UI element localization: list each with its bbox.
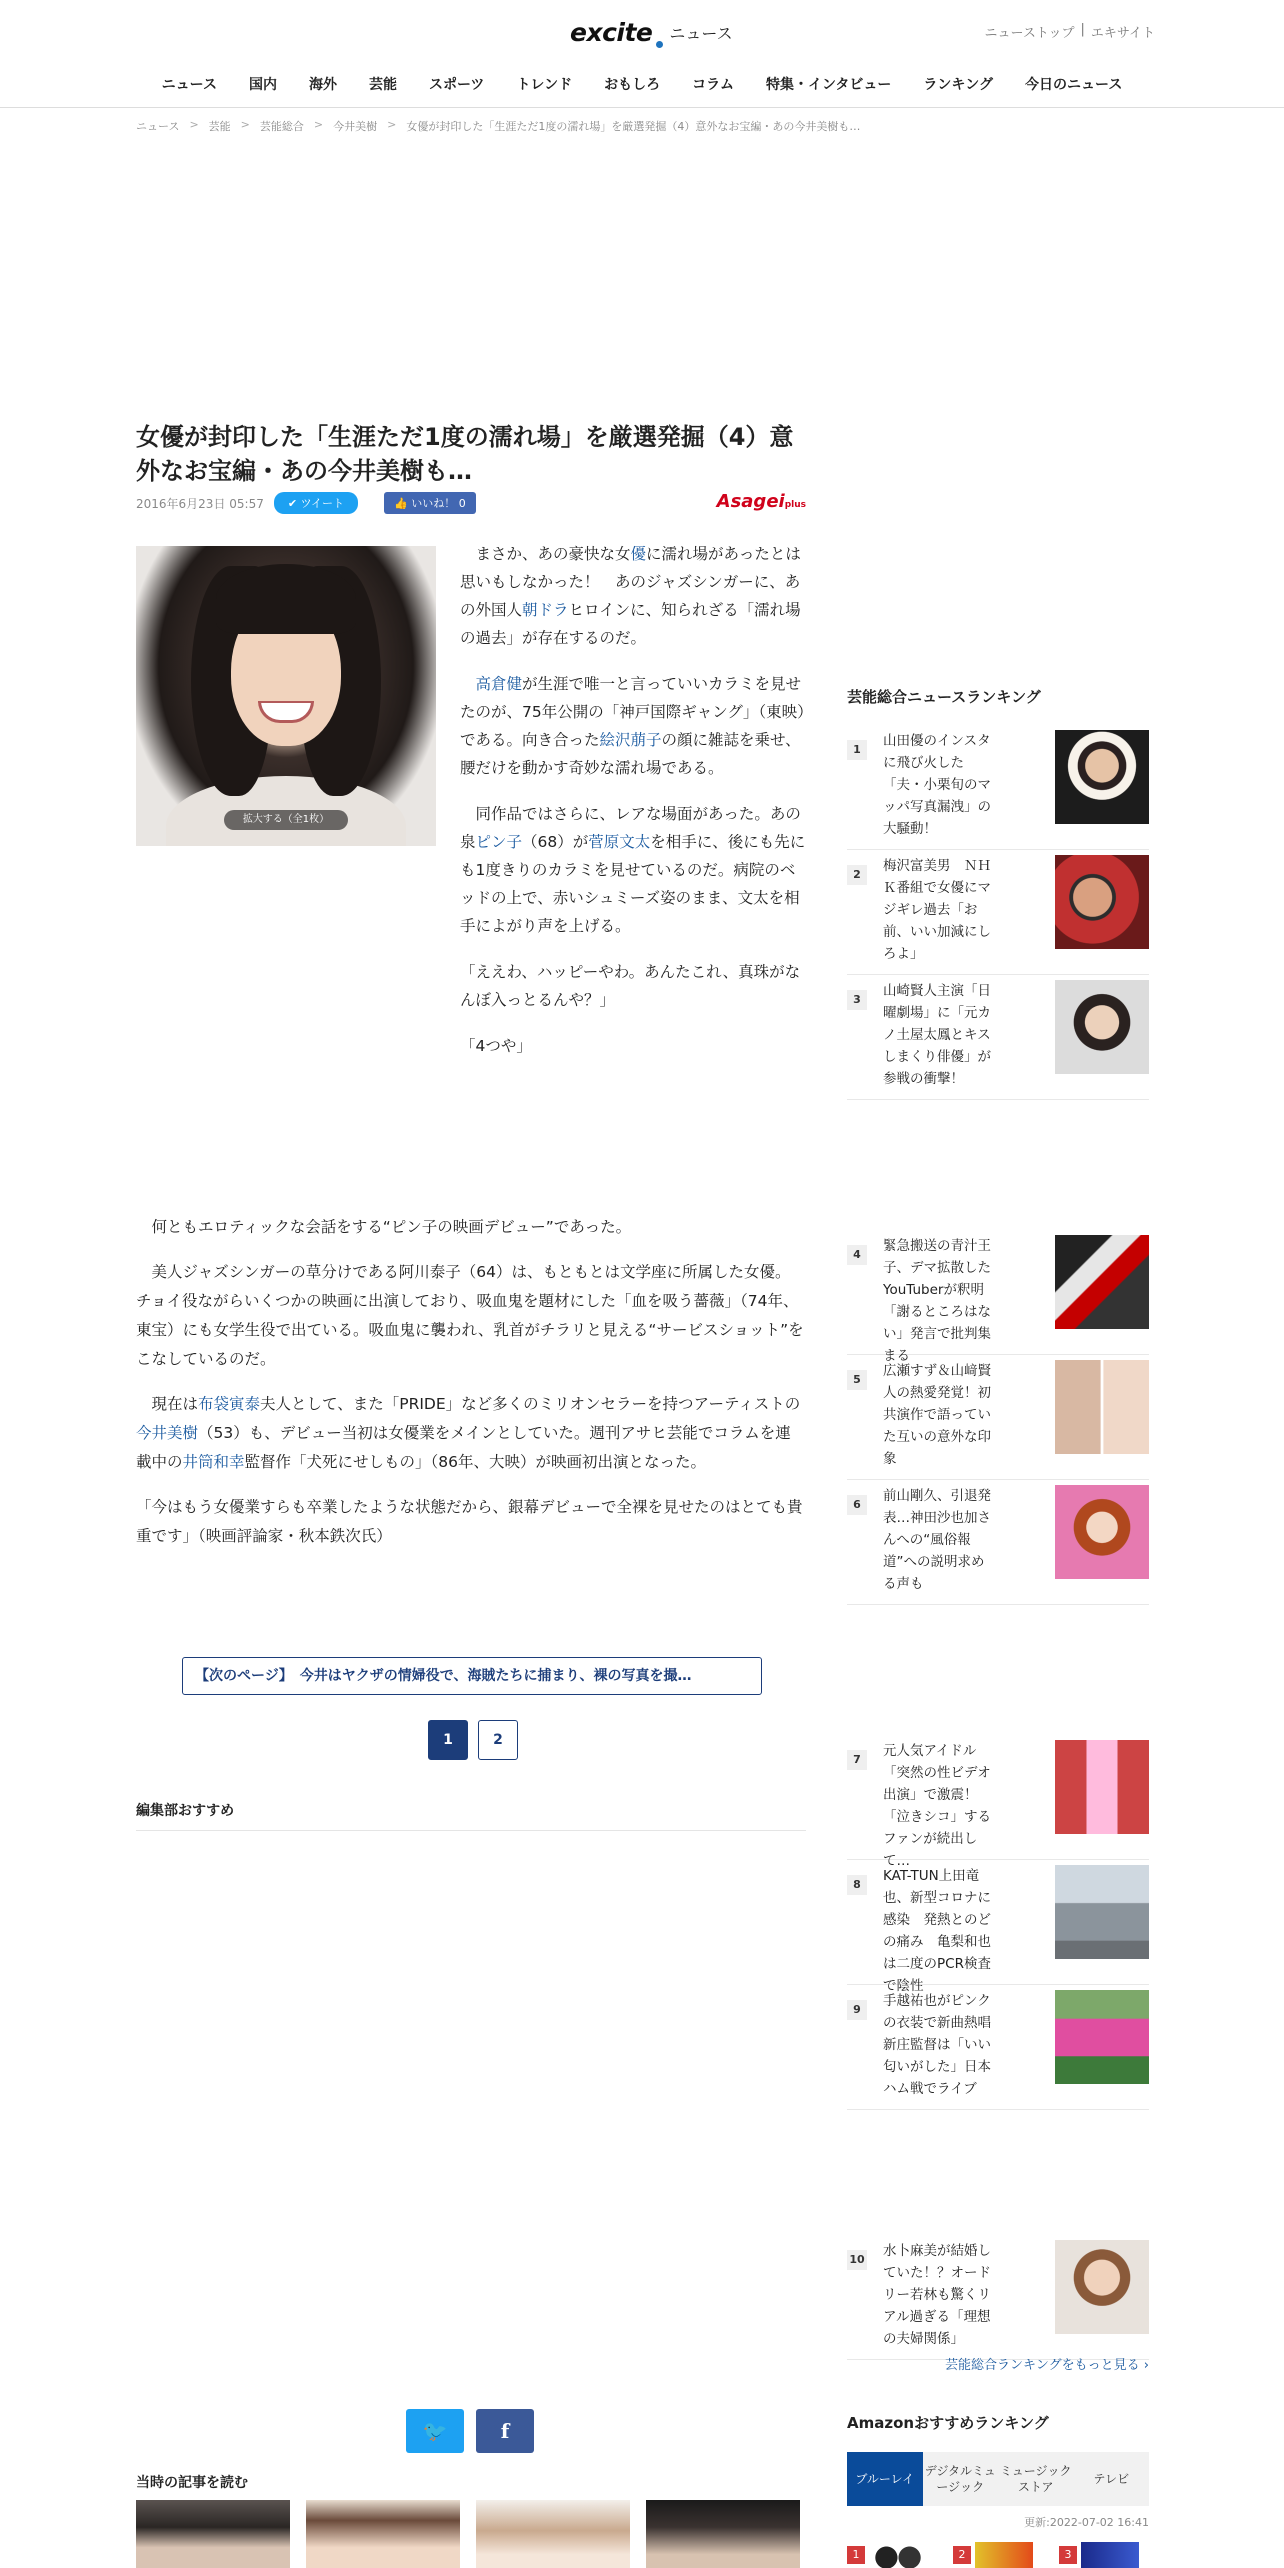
ranking-item[interactable] — [847, 2240, 1149, 2360]
past-article-thumb[interactable] — [646, 2500, 800, 2568]
page-1-button[interactable]: 1 — [428, 1720, 468, 1760]
keyword-link[interactable]: 布袋寅泰 — [198, 1395, 261, 1413]
keyword-link[interactable]: ピン子 — [475, 833, 523, 851]
photo-enlarge-label[interactable]: 拡大する（全1枚） — [224, 810, 348, 830]
excite-news-logo[interactable] — [570, 12, 733, 52]
nav-features-interview[interactable]: 特集・インタビュー — [765, 77, 892, 93]
rank-title[interactable]: 緊急搬送の青汁王子、デマ拡散したYouTuberが釈明「謝るところはない」発言で批判集まる — [883, 1238, 991, 1364]
tab-bluray[interactable]: ブルーレイ — [847, 2452, 923, 2506]
article-date: 2016年6月23日 05:57 — [136, 496, 264, 511]
past-article-thumb[interactable] — [136, 2500, 290, 2568]
text: が生涯で唯一と言っていいカラミを見せたのが、75年公開の「神戸国際ギャング」（東映）である。向き合った — [460, 675, 805, 749]
article-paragraph — [136, 1390, 806, 1477]
news-top-link[interactable]: ニューストップ — [984, 26, 1075, 41]
amazon-items — [847, 2542, 1143, 2568]
text: の顔に雑誌を乗せ、腰だけを動かす奇妙な濡れ場である。 — [460, 731, 801, 777]
text: （53）も、デビュー当初は女優業をメインとしていた。週刊アサヒ芸能でコラムを連載中の — [136, 1424, 791, 1471]
breadcrumb-imai-miki[interactable]: 今井美樹 — [333, 120, 378, 133]
breadcrumb-news[interactable]: ニュース — [136, 120, 180, 133]
thumbs-up-icon: 👍 — [394, 497, 412, 510]
asagei-plus-logo[interactable] — [717, 491, 806, 512]
rank-number: 9 — [847, 2000, 867, 2020]
facebook-like-button[interactable] — [384, 492, 476, 514]
text: に濡れ場があったとは思いもしなかった！ あのジャズシンガーに、あの外国人 — [460, 545, 801, 619]
ranking-item[interactable] — [847, 1360, 1149, 1480]
article-quote: 「今はもう女優業すらも卒業したような状態だから、銀幕デビューで全裸を見せたのはとても貴重です」（映画評論家・秋本鉄次氏） — [136, 1498, 803, 1545]
amazon-item[interactable] — [953, 2542, 1037, 2568]
rank-thumbnail[interactable] — [1055, 2240, 1149, 2334]
page-2-button[interactable]: 2 — [478, 1720, 518, 1760]
logo-news-text: ニュース — [669, 23, 733, 43]
keyword-link[interactable]: 朝ドラ — [522, 601, 569, 619]
rank-number: 5 — [847, 1370, 867, 1390]
rank-title[interactable]: 山崎賢人主演「日曜劇場」に「元カノ土屋太鳳とキスしまくり俳優」が参戦の衝撃！ — [883, 983, 991, 1087]
rank-thumbnail[interactable] — [1055, 1740, 1149, 1834]
site-header — [0, 0, 1284, 108]
text: ヒロインに、知られざる「濡れ場の過去」が存在するのだ。 — [460, 601, 801, 647]
keyword-link[interactable]: 絵沢萠子 — [599, 731, 662, 749]
editor-recommend-heading: 編集部おすすめ — [136, 1800, 806, 1831]
rank-thumbnail[interactable] — [1055, 855, 1149, 949]
article-quote: 「4つや」 — [460, 1037, 532, 1055]
past-articles-heading: 当時の記事を読む — [136, 2475, 248, 2491]
rank-thumbnail[interactable] — [1055, 1485, 1149, 1579]
logo-dot-icon — [656, 41, 663, 48]
chevron-right-icon: › — [1139, 2358, 1149, 2373]
rank-number: 4 — [847, 1245, 867, 1265]
twitter-share-button[interactable] — [406, 2409, 464, 2453]
text: 現在は — [151, 1395, 199, 1413]
twitter-bird-icon: ✔︎ — [287, 497, 301, 510]
tab-digital-music[interactable]: デジタルミュージック — [924, 2464, 996, 2494]
tweet-button[interactable] — [274, 492, 358, 514]
share-buttons — [406, 2409, 534, 2453]
amazon-tabs — [847, 2452, 1149, 2506]
ranking-more-label: 芸能総合ランキングをもっと見る — [945, 2358, 1140, 2373]
rank-title[interactable]: 前山剛久、引退発表…神田沙也加さんへの“風俗報道”への説明求める声も — [883, 1488, 991, 1592]
rank-thumbnail[interactable] — [1055, 1990, 1149, 2084]
article-paragraph: 何ともエロティックな会話をする“ピン子の映画デビュー”であった。 — [151, 1218, 632, 1236]
nav-ranking[interactable]: ランキング — [923, 77, 994, 93]
amazon-rank: 3 — [1059, 2546, 1077, 2564]
nav-todays-news[interactable]: 今日のニュース — [1025, 77, 1123, 93]
text: 同作品ではさらに、レアな場面があった。あの泉 — [460, 805, 801, 851]
rank-number: 10 — [847, 2250, 867, 2270]
nav-trend[interactable]: トレンド — [516, 77, 573, 93]
text: まさか、あの豪快な女 — [475, 545, 631, 563]
facebook-share-button[interactable] — [476, 2409, 534, 2453]
past-articles — [136, 2500, 800, 2568]
nav-entertainment[interactable]: 芸能 — [368, 77, 397, 93]
text: 夫人として、また「PRIDE」など多くのミリオンセラーを持つアーティストの — [260, 1395, 801, 1413]
tab-music-store[interactable]: ミュージックストア — [999, 2464, 1072, 2494]
nav-domestic[interactable]: 国内 — [248, 77, 277, 93]
rank-number: 8 — [847, 1875, 867, 1895]
breadcrumb-separator: > — [313, 118, 324, 131]
breadcrumb-separator: > — [387, 118, 397, 131]
rank-thumbnail[interactable] — [1055, 1865, 1149, 1959]
rank-number: 1 — [847, 740, 867, 760]
keyword-link[interactable]: 井筒和幸 — [182, 1453, 245, 1471]
like-label: いいね！ 0 — [411, 497, 466, 510]
rank-title[interactable]: 山田優のインスタに飛び火した「夫・小栗旬のマッパ写真漏洩」の大騒動！ — [883, 733, 991, 837]
amazon-item[interactable] — [847, 2542, 931, 2568]
rank-thumbnail[interactable] — [1055, 980, 1149, 1074]
excite-site-link[interactable]: エキサイト — [1090, 26, 1155, 41]
breadcrumb-current: 女優が封印した「生涯ただ1度の濡れ場」を厳選発掘（4）意外なお宝編・あの今井美樹も… — [406, 120, 861, 133]
photo-hair-top — [216, 564, 356, 634]
keyword-link[interactable]: 今井美樹 — [136, 1424, 199, 1442]
breadcrumb — [136, 118, 860, 134]
breadcrumb-entertainment[interactable]: 芸能 — [208, 120, 231, 133]
nav-column[interactable]: コラム — [692, 77, 734, 93]
article-body — [136, 1213, 806, 1567]
amazon-item-image[interactable] — [869, 2542, 927, 2568]
tab-tv[interactable]: テレビ — [1093, 2472, 1130, 2486]
amazon-item-image[interactable] — [975, 2542, 1033, 2568]
rank-number: 6 — [847, 1495, 867, 1515]
ranking-more-link[interactable] — [847, 2354, 1149, 2373]
tweet-label: ツイート — [300, 497, 345, 510]
ranking-item[interactable] — [847, 730, 1149, 850]
ranking-item[interactable] — [847, 1990, 1149, 2110]
text: 監督作「犬死にせしもの」（86年、大映）が映画初出演となった。 — [244, 1453, 707, 1471]
ranking-heading: 芸能総合ニュースランキング — [847, 688, 1041, 706]
rank-thumbnail[interactable] — [1055, 1235, 1149, 1329]
article-paragraph: 美人ジャズシンガーの草分けである阿川泰子（64）は、もともとは文学座に所属した女優。チョイ役ながらいくつかの映画に出演しており、吸血鬼を題材にした「血を吸う薔薇」（74年、東宝）にも女学生役で出ている。吸血鬼に襲われ、乳首がチラリと見える“サービスショット”をこなしているのだ。 — [136, 1263, 804, 1368]
asagei-logo-text: Asagei — [716, 491, 785, 512]
article-paragraph — [460, 670, 806, 782]
rank-title[interactable]: 水卜麻美が結婚していた！？オードリー若林も驚くリアル過ぎる「理想の夫婦関係」 — [883, 2243, 991, 2347]
article-meta — [136, 491, 806, 515]
nav-news[interactable]: ニュース — [161, 77, 217, 93]
header-links — [985, 22, 1155, 41]
article-title: 女優が封印した「生涯ただ1度の濡れ場」を厳選発掘（4）意外なお宝編・あの今井美樹も… — [136, 423, 794, 485]
article-lead — [460, 540, 806, 1078]
past-article-thumb[interactable] — [476, 2500, 630, 2568]
rank-title[interactable]: 広瀬すず＆山﨑賢人の熱愛発覚！初共演作で語っていた互いの意外な印象 — [883, 1363, 992, 1467]
rank-number: 2 — [847, 865, 867, 885]
rank-number: 7 — [847, 1750, 867, 1770]
article-paragraph — [460, 800, 806, 940]
rank-thumbnail[interactable] — [1055, 730, 1149, 824]
logo-excite-text: excite — [570, 17, 653, 47]
header-links-separator: | — [1080, 22, 1085, 37]
amazon-item-image[interactable] — [1081, 2542, 1139, 2568]
ranking-item[interactable] — [847, 980, 1149, 1100]
article-quote: 「ええわ、ハッピーやわ。あんたこれ、真珠がなんぼ入っとるんや？」 — [460, 963, 801, 1009]
pagination — [428, 1720, 518, 1760]
nav-funny[interactable]: おもしろ — [604, 77, 661, 93]
nav-overseas[interactable]: 海外 — [308, 77, 337, 93]
keyword-link[interactable]: 優 — [630, 545, 647, 563]
amazon-rank: 1 — [847, 2546, 865, 2564]
past-article-thumb[interactable] — [306, 2500, 460, 2568]
breadcrumb-separator: > — [189, 118, 199, 131]
text: （68）が — [522, 833, 589, 851]
twitter-icon: 🐦 — [422, 2419, 448, 2443]
nav-sports[interactable]: スポーツ — [428, 77, 485, 93]
ranking-item[interactable] — [847, 1235, 1149, 1364]
rank-thumbnail[interactable] — [1055, 1360, 1149, 1454]
amazon-rank: 2 — [953, 2546, 971, 2564]
text: を相手に、後にも先にも1度きりのカラミを見せているのだ。病院のベッドの上で、赤いシュミーズ姿のまま、文太を相手によがり声を上げる。 — [460, 833, 806, 935]
keyword-link[interactable]: 菅原文太 — [588, 833, 651, 851]
breadcrumb-entertainment-general[interactable]: 芸能総合 — [259, 120, 304, 133]
next-page-button[interactable]: 【次のページ】 今井はヤクザの情婦役で、海賊たちに捕まり、裸の写真を撮… — [182, 1657, 762, 1695]
keyword-link[interactable]: 高倉健 — [475, 675, 523, 693]
global-nav — [0, 68, 1284, 100]
article-photo[interactable] — [136, 546, 436, 846]
rank-number: 3 — [847, 990, 867, 1010]
facebook-icon: f — [500, 2419, 510, 2443]
asagei-logo-sub: plus — [784, 500, 806, 510]
article-paragraph — [460, 540, 806, 652]
ranking-item[interactable] — [847, 1485, 1149, 1605]
rank-title[interactable]: 手越祐也がピンクの衣装で新曲熱唱 新庄監督は「いい匂いがした」日本ハム戦でライブ — [883, 1993, 1005, 2097]
ranking-item[interactable] — [847, 1740, 1149, 1869]
amazon-item[interactable] — [1059, 2542, 1143, 2568]
amazon-updated-time: 更新:2022-07-02 16:41 — [1024, 2516, 1149, 2529]
rank-title[interactable]: 元人気アイドル「突然の性ビデオ出演」で激震！「泣きシコ」するファンが続出して… — [883, 1743, 991, 1869]
ranking-item[interactable] — [847, 1865, 1149, 1994]
breadcrumb-separator: > — [240, 118, 250, 131]
rank-title[interactable]: KAT-TUN上田竜也、新型コロナに感染 発熱とのどの痛み 亀梨和也は二度のPCR検査で陰性 — [883, 1868, 991, 1994]
ranking-item[interactable] — [847, 855, 1149, 975]
amazon-ranking-heading: Amazonおすすめランキング — [847, 2414, 1049, 2432]
rank-title[interactable]: 梅沢富美男 ＮＨＫ番組で女優にマジギレ過去「お前、いい加減にしろよ」 — [883, 858, 991, 962]
